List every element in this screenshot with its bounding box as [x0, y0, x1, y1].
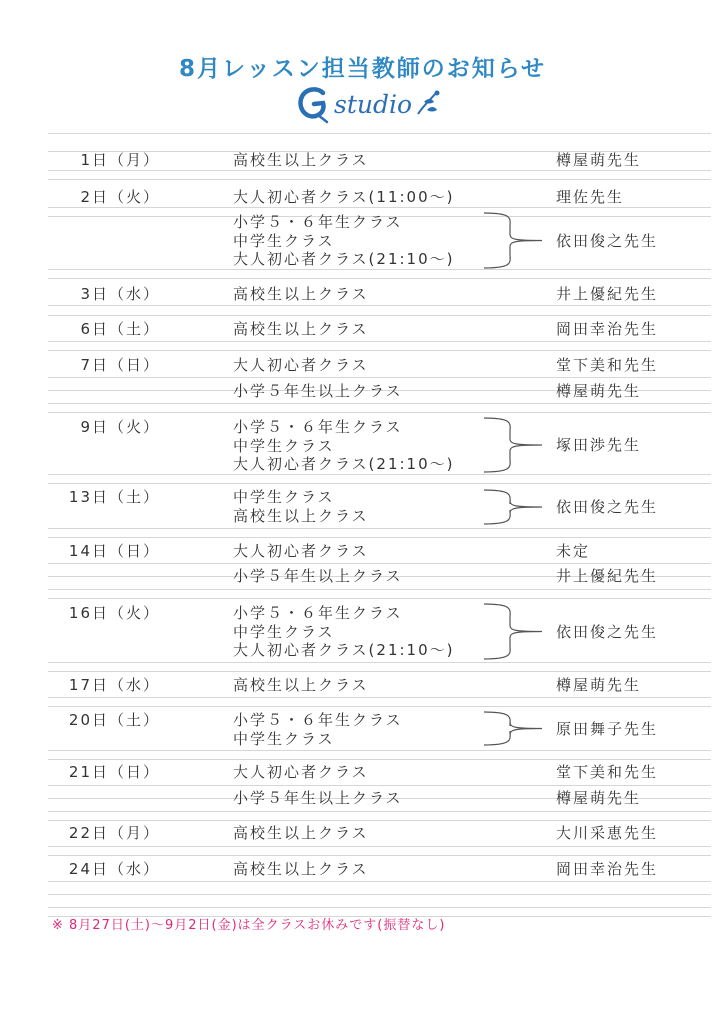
row-class: 大人初心者クラス [233, 542, 369, 560]
rule-line [48, 907, 711, 908]
row-class: 高校生以上クラス [233, 676, 369, 694]
row-class: 高校生以上クラス [233, 860, 369, 878]
row-class: 高校生以上クラス [233, 151, 369, 169]
row-teacher: 依田俊之先生 [556, 231, 659, 250]
row-date: 21日（日） [68, 763, 160, 781]
row-class: 中学生クラス [233, 436, 335, 455]
row-date: 22日（月） [68, 824, 160, 842]
rule-line [48, 537, 711, 538]
rule-line [48, 269, 711, 270]
row-date: 16日（火） [68, 604, 160, 622]
row-teacher: 井上優紀先生 [556, 567, 659, 585]
rule-line [48, 350, 711, 351]
rule-line [48, 785, 711, 786]
row-teacher: 大川采恵先生 [556, 824, 659, 842]
row-date: 7日（日） [80, 356, 160, 374]
rule-line [48, 855, 711, 856]
row-class: 高校生以上クラス [233, 285, 369, 303]
rule-line [48, 662, 711, 663]
row-teacher: 塚田渉先生 [556, 436, 642, 454]
holiday-note: ※ 8月27日(土)〜9月2日(金)は全クラスお休みです(振替なし) [52, 918, 446, 933]
row-class: 小学５・６年生クラス [233, 604, 403, 622]
rule-line [48, 305, 711, 306]
rule-line [48, 759, 711, 760]
bracket-icon [484, 418, 542, 472]
row-class: 大人初心者クラス(21:10〜) [233, 455, 455, 473]
row-class: 高校生以上クラス [233, 506, 369, 525]
row-teacher: 堂下美和先生 [556, 763, 659, 781]
row-class: 中学生クラス [233, 488, 335, 506]
rule-line [48, 750, 711, 751]
rule-line [48, 483, 711, 484]
row-teacher: 依田俊之先生 [556, 498, 659, 516]
page-title: 8月レッスン担当教師のお知らせ [178, 56, 547, 82]
row-teacher: 樽屋萌先生 [556, 382, 642, 400]
row-date: 1日（月） [80, 151, 160, 169]
row-teacher: 未定 [556, 542, 591, 560]
rule-line [48, 133, 711, 134]
logo-g-mark-icon [296, 84, 332, 124]
row-teacher: 堂下美和先生 [556, 356, 659, 374]
row-class: 高校生以上クラス [233, 320, 369, 338]
rule-line [48, 207, 711, 208]
rule-line [48, 528, 711, 529]
row-class: 中学生クラス [233, 622, 335, 641]
row-class: 大人初心者クラス [233, 763, 369, 781]
bracket-icon [484, 604, 542, 659]
row-date: 2日（火） [80, 188, 160, 206]
row-class: 小学５・６年生クラス [233, 213, 403, 231]
rule-line [48, 315, 711, 316]
row-teacher: 岡田幸治先生 [556, 320, 659, 338]
row-date: 14日（日） [68, 542, 160, 560]
rule-line [48, 403, 711, 404]
row-class: 大人初心者クラス [233, 356, 369, 374]
rule-line [48, 846, 711, 847]
rule-line [48, 377, 711, 378]
row-date: 24日（水） [68, 860, 160, 878]
row-date: 3日（水） [80, 285, 160, 303]
rule-line [48, 412, 711, 413]
row-class: 小学５・６年生クラス [233, 711, 403, 729]
row-class: 小学５・６年生クラス [233, 418, 403, 436]
rule-line [48, 563, 711, 564]
row-class: 中学生クラス [233, 231, 335, 250]
row-class: 小学５年生以上クラス [233, 789, 403, 807]
rule-line [48, 278, 711, 279]
studio-logo [296, 82, 442, 126]
rule-line [48, 706, 711, 707]
rule-line [48, 697, 711, 698]
row-teacher: 岡田幸治先生 [556, 860, 659, 878]
bracket-icon [484, 213, 542, 268]
rule-line [48, 179, 711, 180]
row-teacher: 井上優紀先生 [556, 285, 659, 303]
row-date: 13日（土） [68, 488, 160, 506]
bracket-icon [484, 490, 542, 524]
logo-text: studio [334, 89, 413, 119]
row-date: 20日（土） [68, 711, 160, 729]
rule-line [48, 811, 711, 812]
row-class: 中学生クラス [233, 729, 335, 748]
rule-line [48, 589, 711, 590]
rule-line [48, 341, 711, 342]
bracket-icon [484, 712, 542, 745]
row-class: 大人初心者クラス(21:10〜) [233, 641, 455, 659]
rule-line [48, 881, 711, 882]
row-class: 小学５年生以上クラス [233, 382, 403, 400]
rule-line [48, 170, 711, 171]
row-class: 大人初心者クラス(21:10〜) [233, 250, 455, 268]
row-class: 大人初心者クラス(11:00〜) [233, 188, 455, 206]
logo-flourish-icon [414, 88, 442, 120]
rule-line [48, 671, 711, 672]
row-teacher: 依田俊之先生 [556, 622, 659, 641]
row-teacher: 樽屋萌先生 [556, 789, 642, 807]
row-date: 6日（土） [80, 320, 160, 338]
row-date: 9日（火） [80, 418, 160, 436]
rule-line [48, 598, 711, 599]
row-teacher: 樽屋萌先生 [556, 676, 642, 694]
row-class: 高校生以上クラス [233, 824, 369, 842]
rule-line [48, 474, 711, 475]
row-teacher: 原田舞子先生 [556, 719, 659, 738]
row-date: 17日（水） [68, 676, 160, 694]
rule-line [48, 820, 711, 821]
row-teacher: 樽屋萌先生 [556, 151, 642, 169]
row-teacher: 理佐先生 [556, 188, 625, 206]
rule-line [48, 894, 711, 895]
row-class: 小学５年生以上クラス [233, 567, 403, 585]
